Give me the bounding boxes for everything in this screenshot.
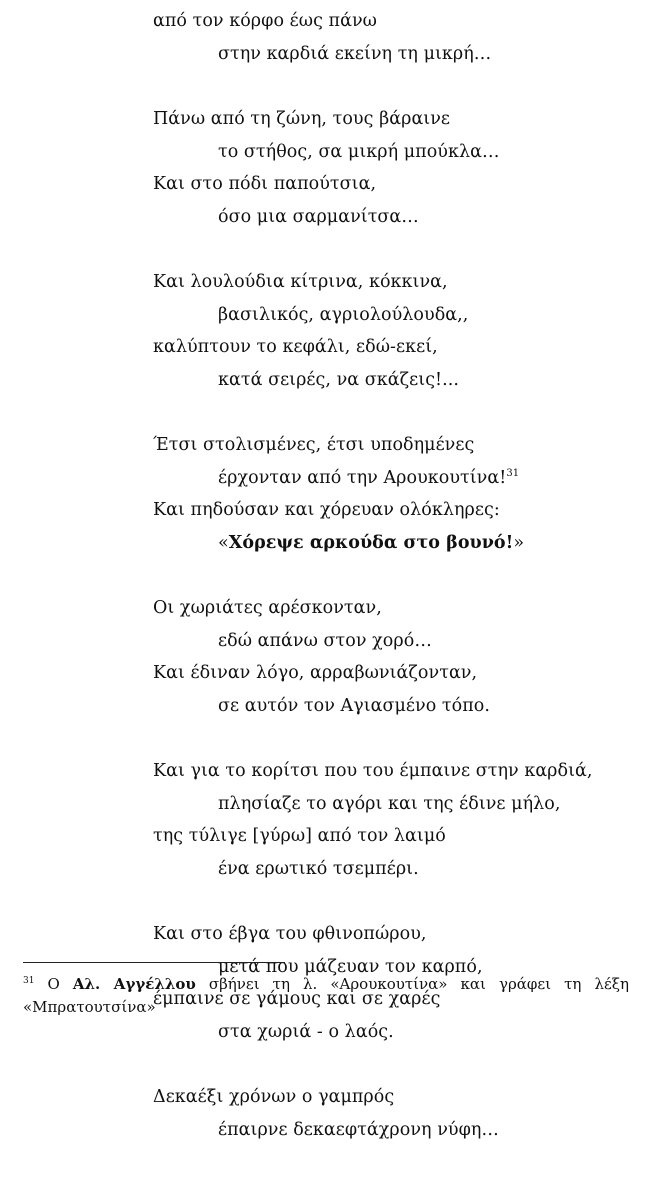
poem-line: [0, 136, 653, 169]
poem-line: [0, 5, 653, 38]
line-text: της τύλιγε [γύρω] από τον λαιμό: [153, 826, 446, 846]
poem-line: [0, 527, 653, 560]
line-text: εδώ απάνω στον χορό…: [218, 630, 432, 651]
stanza: [0, 592, 653, 722]
quote-open: «: [218, 532, 229, 553]
line-text: Και έδιναν λόγο, αρραβωνιάζονταν,: [153, 663, 478, 683]
quote-close: »: [513, 532, 525, 553]
poem-line: [0, 201, 653, 234]
line-text: όσο μια σαρμανίτσα…: [218, 206, 419, 227]
poem-line: [0, 788, 653, 821]
line-text: Και στο έβγα του φθινοπώρου,: [153, 924, 427, 944]
footnote: [23, 973, 629, 1019]
line-text: Και στο πόδι παπούτσια,: [153, 174, 377, 194]
poem-line: [0, 494, 653, 527]
line-text: Πάνω από τη ζώνη, τους βάραινε: [153, 109, 451, 129]
refrain-text: Χόρεψε αρκούδα στο βουνό!: [228, 532, 514, 553]
line-text: πλησίαζε το αγόρι και της έδινε μήλο,: [218, 793, 561, 814]
poem-line: [0, 38, 653, 71]
line-text: κατά σειρές, να σκάζεις!...: [218, 369, 459, 390]
stanza: [0, 1081, 653, 1146]
poem-line: [0, 1016, 653, 1049]
stanza: [0, 429, 653, 559]
line-text: Δεκαέξι χρόνων ο γαμπρός: [153, 1087, 395, 1107]
line-text: έπαιρνε δεκαεφτάχρονη νύφη…: [218, 1119, 499, 1140]
stanza: [0, 5, 653, 70]
line-text: μετά που μάζευαν τον καρπό,: [218, 956, 483, 977]
line-text: στην καρδιά εκείνη τη μικρή…: [218, 43, 492, 64]
poem-line: [0, 918, 653, 951]
line-text: καλύπτουν το κεφάλι, εδώ-εκεί,: [153, 337, 438, 357]
poem-line: [0, 266, 653, 299]
line-text: από τον κόρφο έως πάνω: [153, 11, 377, 31]
poem-line: [0, 690, 653, 723]
poem-line: [0, 592, 653, 625]
line-text: έρχονταν από την Αρουκουτίνα!: [218, 467, 507, 488]
line-text: βασιλικός, αγριολούλουδα,,: [218, 304, 469, 325]
line-text: το στήθος, σα μικρή μπούκλα…: [218, 141, 500, 162]
stanza: [0, 266, 653, 396]
poem-line: [0, 364, 653, 397]
poem-line: [0, 1081, 653, 1114]
stanza: [0, 103, 653, 233]
line-text: Οι χωριάτες αρέσκονταν,: [153, 598, 382, 618]
footnote-text-start: Ο: [34, 975, 73, 993]
line-text: Και λουλούδια κίτρινα, κόκκινα,: [153, 272, 448, 292]
line-text: στα χωριά - ο λαός.: [218, 1021, 394, 1042]
poem-line: [0, 299, 653, 332]
footnote-author: Αλ. Αγγέλλου: [72, 975, 196, 993]
line-text: Και πηδούσαν και χόρευαν ολόκληρες:: [153, 500, 500, 520]
footnote-reference[interactable]: 31: [506, 467, 520, 479]
poem-line: [0, 429, 653, 462]
line-text: Έτσι στολισμένες, έτσι υποδημένες: [153, 435, 475, 455]
footnote-number: 31: [23, 976, 35, 986]
poem-line: [0, 820, 653, 853]
line-text: Και για το κορίτσι που του έμπαινε στην καρδιά,: [153, 761, 593, 781]
line-text: ένα ερωτικό τσεμπέρι.: [218, 858, 419, 879]
stanza: [0, 755, 653, 885]
footnote-separator: [23, 962, 285, 963]
poem-line: [0, 103, 653, 136]
line-text: έμπαινε σε γάμους και σε χαρές: [153, 989, 441, 1009]
poem-line: [0, 168, 653, 201]
poem-line: [0, 462, 653, 495]
poem-line: [0, 755, 653, 788]
poem-line: [0, 657, 653, 690]
poem-line: [0, 853, 653, 886]
poem-line: [0, 625, 653, 658]
line-text: σε αυτόν τον Αγιασμένο τόπο.: [218, 695, 490, 716]
footnote-text-end: σβήνει τη λ. «Αρουκουτίνα» και γράφει τη λέξη «Μπρατουτσίνα»: [23, 975, 630, 1016]
poem-line: [0, 331, 653, 364]
poem-line: [0, 1114, 653, 1147]
